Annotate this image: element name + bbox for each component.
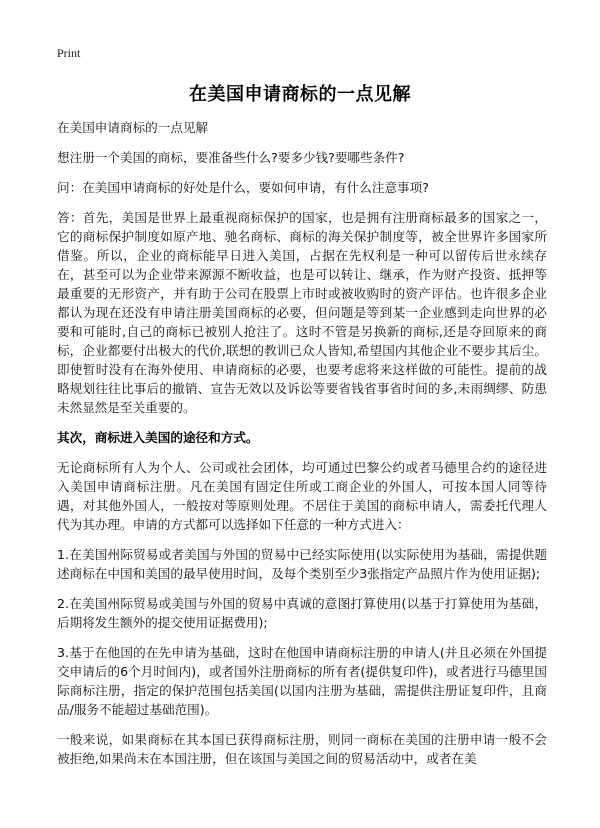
article-body xyxy=(57,118,547,768)
list-item-3: 3.基于在他国的在先申请为基础，这时在他国申请商标注册的申请人(并且必须在外国提交申请后的6个月时间内)，或者国外注册商标的所有者(提供复印件)，或者进行马德里国际商标注册，指定的保护范围包括美国(以国内注册为基础，需提供注册证复印件，且商品/服务不能超过基础范围)。 xyxy=(57,645,547,717)
print-link[interactable]: Print xyxy=(57,46,81,60)
paragraph-routes: 无论商标所有人为个人、公司或社会团体，均可通过巴黎公约或者马德里合约的途径进入美国申请商标注册。凡在美国有固定住所或工商企业的外国人，可按本国人同等待遇，对其他外国人，一般按对等原则处理。不居住于美国的商标申请人，需委托代理人代为其办理。申请的方式都可以选择如下任意的一种方式进入： xyxy=(57,460,547,532)
list-item-2: 2.在美国州际贸易或美国与外国的贸易中真诚的意图打算使用(以基于打算使用为基础，后期将发生额外的提交使用证据费用); xyxy=(57,596,547,630)
paragraph-question: 问：在美国申请商标的好处是什么，要如何申请，有什么注意事项? xyxy=(57,180,429,195)
article-title: 在美国申请商标的一点见解 xyxy=(189,84,411,105)
list-item-1: 1.在美国州际贸易或者美国与外国的贸易中已经实际使用(以实际使用为基础，需提供题述商标在中国和美国的最早使用时间，及每个类别至少3张指定产品照片作为使用证据); xyxy=(57,547,547,581)
section-heading: 其次，商标进入美国的途径和方式。 xyxy=(57,430,259,445)
paragraph-general: 一般来说，如果商标在其本国已获得商标注册，则同一商标在美国的注册申请一般不会被拒绝,如果尚未在本国注册，但在该国与美国之间的贸易活动中，或者在美 xyxy=(57,732,547,766)
paragraph-question-intro: 想注册一个美国的商标，要准备些什么?要多少钱?要哪些条件? xyxy=(57,150,405,165)
paragraph-answer: 答：首先，美国是世界上最重视商标保护的国家，也是拥有注册商标最多的国家之一，它的商标保护制度如原产地、驰名商标、商标的海关保护制度等，被全世界许多国家所借鉴。所以，企业的商标能早日进入美国，占据在先权利是一种可以留传后世永续存在，甚至可以为企业带来源源不断收益，也是可以转让、继承，作为财产投资、抵押等最重要的无形资产，并有助于公司在股票上市时或被收购时的资产评估。也许很多企业都认为现在还没有申请注册美国商标的必要，但问题是等到某一企业感到走向世界的必要和可能时,自己的商标已被别人抢注了。这时不管是另换新的商标,还是夺回原来的商标，企业都要付出极大的代价,联想的教训已众人皆知,希望国内其他企业不要步其后尘。即使暂时没有在海外使用、申请商标的必要，也要考虑将来这样做的可能性。提前的战略规划往往比事后的撤销、宣告无效以及诉讼等要省钱省事省时间的多,未雨绸缪、防患未然显然是至关重要的。 xyxy=(57,210,547,415)
paragraph-subtitle: 在美国申请商标的一点见解 xyxy=(57,120,209,135)
